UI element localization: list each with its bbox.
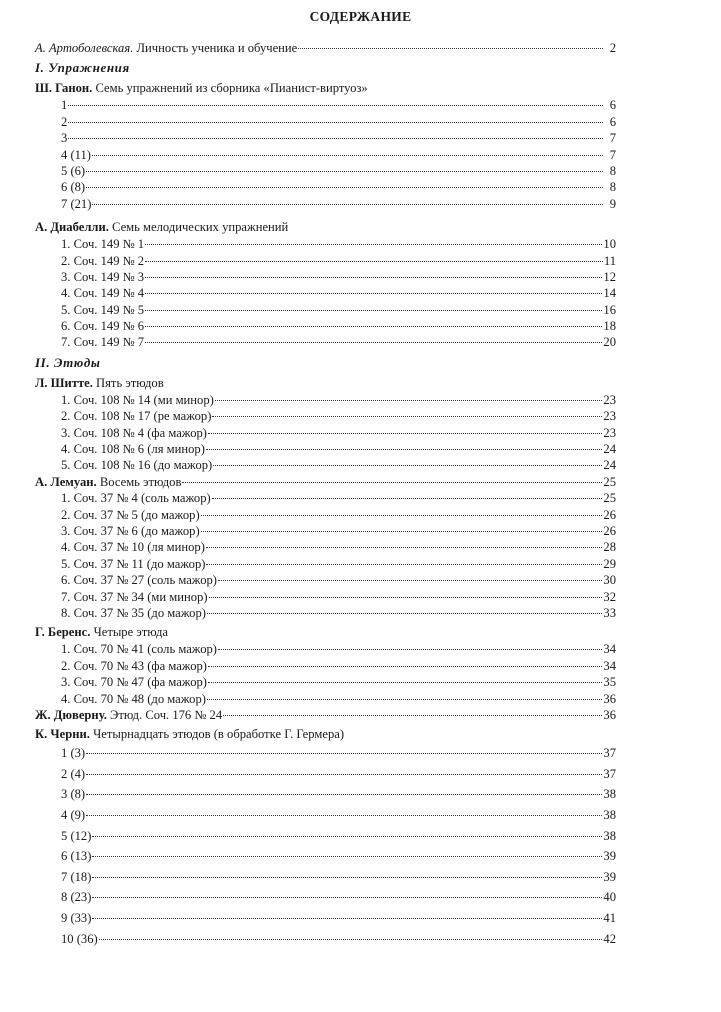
toc-entry[interactable] [35,179,616,195]
toc-entry[interactable] [35,441,616,457]
page-number: 39 [603,849,616,864]
dot-leader [213,465,602,466]
dot-leader [218,649,602,650]
page-number: 16 [603,302,616,317]
dot-leader [206,449,603,450]
toc-entry[interactable] [35,408,616,424]
page-title: СОДЕРЖАНИЕ [309,9,412,24]
dot-leader [68,105,603,106]
entry-label: 7 (21) [61,196,92,211]
composer-name: Ш. Ганон. [35,81,93,96]
toc-entry[interactable] [35,425,616,441]
table-of-contents [35,40,616,949]
entry-label: 1. Соч. 70 № 41 (соль мажор) [61,642,217,657]
entry-label: 5 (12) [61,828,92,843]
toc-entry[interactable] [35,658,616,674]
toc-entry[interactable] [35,318,616,334]
work-title: Семь мелодических упражнений [112,220,289,235]
entry-label: 7 (18) [61,869,92,884]
page-number: 28 [603,540,616,555]
dot-leader [92,155,603,156]
toc-entry[interactable] [35,163,616,179]
work-title: Четыре этюда [93,625,169,640]
toc-entry[interactable] [35,572,616,588]
entry-label: 3. Соч. 70 № 47 (фа мажор) [61,675,207,690]
dot-leader [92,918,602,919]
dot-leader [208,666,602,667]
entry-label: 3 [61,131,68,146]
page-number: 37 [603,766,616,781]
page-number: 6 [609,114,616,129]
entry-label: 6. Соч. 37 № 27 (соль мажор) [61,573,217,588]
toc-entry[interactable] [35,523,616,539]
work-title: Этюд. Соч. 176 № 24 [110,707,223,722]
toc-entry[interactable] [35,887,616,908]
dot-leader [92,877,602,878]
page-number: 37 [603,746,616,761]
page-number: 38 [603,787,616,802]
work-title: Семь упражнений из сборника «Пианист-виртуоз» [95,81,368,96]
section-heading-etudes: II. Этюды [35,354,101,370]
dot-leader [208,682,602,683]
page-number: 6 [609,98,616,113]
dot-leader [223,715,602,716]
entry-label: 5 (6) [61,163,86,178]
entry-label: 10 (36) [61,931,98,946]
toc-entry[interactable] [35,539,616,555]
entry-label: 4 (9) [61,808,86,823]
dot-leader [145,293,602,294]
entry-label: 8 (23) [61,890,92,905]
page-number: 40 [603,890,616,905]
composer-heading-lemoine[interactable] [35,474,616,490]
page-number: 32 [603,589,616,604]
page-number: 20 [603,335,616,350]
entry-label: 7. Соч. 37 № 34 (ми минор) [61,589,208,604]
entry-label: 1 [61,98,68,113]
dot-leader [215,400,603,401]
page-number: 8 [609,163,616,178]
dot-leader [209,597,603,598]
dot-leader [145,277,602,278]
toc-entry[interactable] [35,334,616,350]
toc-entry[interactable] [35,285,616,301]
entry-label: 2 (4) [61,766,86,781]
toc-entry[interactable] [35,236,616,252]
dot-leader [145,310,602,311]
page-number: 23 [603,392,616,407]
dot-leader [212,498,603,499]
dot-leader [207,699,602,700]
section-heading-exercises: I. Упражнения [35,60,130,76]
toc-entry[interactable] [35,784,616,805]
entry-label: 3 (8) [61,787,86,802]
toc-entry[interactable] [35,392,616,408]
toc-entry[interactable] [35,641,616,657]
dot-leader [86,815,602,816]
entry-label: 2. Соч. 70 № 43 (фа мажор) [61,658,207,673]
page-number: 25 [603,474,616,489]
dot-leader [92,897,602,898]
page-number: 35 [603,675,616,690]
page-number: 30 [603,573,616,588]
entry-label: 4. Соч. 70 № 48 (до мажор) [61,691,206,706]
page-number: 7 [609,147,616,162]
toc-entry[interactable] [35,805,616,826]
page-number: 42 [603,931,616,946]
page-number: 11 [603,253,616,268]
page-number: 12 [603,269,616,284]
entry-label: 1. Соч. 37 № 4 (соль мажор) [61,491,211,506]
dot-leader [206,564,602,565]
page-number: 41 [603,911,616,926]
page-number: 38 [603,808,616,823]
hanon-list [35,97,616,212]
dot-leader [201,515,603,516]
composer-heading-schytte [35,374,616,392]
entry-label: 5. Соч. 149 № 5 [61,302,145,317]
page-number: 26 [603,523,616,538]
dot-leader [99,939,603,940]
entry-label: 4. Соч. 37 № 10 (ля минор) [61,540,205,555]
entry-label: 4. Соч. 108 № 6 (ля минор) [61,442,205,457]
entry-label: 8. Соч. 37 № 35 (до мажор) [61,605,206,620]
page-number: 8 [609,180,616,195]
toc-entry[interactable] [35,929,616,950]
dot-leader [206,547,603,548]
entry-label: 1. Соч. 149 № 1 [61,237,145,252]
page-number: 14 [603,286,616,301]
dot-leader [68,122,603,123]
page-number: 26 [603,507,616,522]
work-title: Четырнадцать этюдов (в обработке Г. Гермера) [93,727,345,742]
page-number: 36 [603,691,616,706]
dot-leader [92,836,602,837]
page-number: 29 [603,556,616,571]
entry-label: 1 (3) [61,746,86,761]
page-number: 9 [609,196,616,211]
dot-leader [86,171,603,172]
toc-entry[interactable] [35,743,616,764]
entry-label: 2. Соч. 149 № 2 [61,253,145,268]
toc-entry[interactable] [35,846,616,867]
toc-entry-intro[interactable] [35,40,616,56]
page-number: 39 [603,869,616,884]
entry-label: 4. Соч. 149 № 4 [61,286,145,301]
page-number: 7 [609,131,616,146]
composer-heading-berens [35,623,616,641]
composer-name: К. Черни. [35,727,90,742]
berens-list [35,641,616,707]
composer-heading-czerny [35,725,616,743]
entry-label: 6. Соч. 149 № 6 [61,319,145,334]
toc-entry-duvernoy[interactable] [35,707,616,723]
czerny-list [35,743,616,949]
dot-leader [145,244,602,245]
dot-leader [201,531,603,532]
dot-leader [145,326,602,327]
dot-leader [298,48,603,49]
page-number: 2 [609,41,616,55]
entry-label: 9 (33) [61,911,92,926]
dot-leader [218,580,602,581]
intro-title: Личность ученика и обучение [136,41,298,55]
entry-label: 2 [61,114,68,129]
page-number: 36 [603,707,616,722]
dot-leader [145,261,603,262]
page-number: 24 [603,442,616,457]
entry-label: 5. Соч. 37 № 11 (до мажор) [61,556,206,571]
page-number: 38 [603,828,616,843]
toc-entry[interactable] [35,605,616,621]
composer-name: Л. Шитте. [35,375,93,390]
toc-entry[interactable] [35,147,616,163]
dot-leader [145,342,602,343]
entry-label: 3. Соч. 37 № 6 (до мажор) [61,523,200,538]
toc-entry[interactable] [35,114,616,130]
dot-leader [68,138,603,139]
dot-leader [92,856,602,857]
lemoine-list [35,490,616,621]
entry-label: 3. Соч. 149 № 3 [61,269,145,284]
page-number: 18 [603,319,616,334]
toc-entry[interactable] [35,269,616,285]
dot-leader [86,753,602,754]
toc-entry[interactable] [35,556,616,572]
entry-label: 2. Соч. 108 № 17 (ре мажор) [61,409,212,424]
toc-entry[interactable] [35,674,616,690]
page-number: 33 [603,605,616,620]
dot-leader [212,416,602,417]
entry-label: 3. Соч. 108 № 4 (фа мажор) [61,425,207,440]
toc-entry[interactable] [35,691,616,707]
toc-entry[interactable] [35,253,616,269]
composer-heading-hanon [35,79,616,97]
toc-entry[interactable] [35,826,616,847]
page-number: 24 [603,458,616,473]
entry-label: 2. Соч. 37 № 5 (до мажор) [61,507,200,522]
toc-entry[interactable] [35,97,616,113]
page-number: 25 [603,491,616,506]
toc-entry[interactable] [35,867,616,888]
toc-entry[interactable] [35,589,616,605]
page-number: 34 [603,658,616,673]
page-number: 23 [603,425,616,440]
composer-name: Ж. Дюверну. [35,707,107,722]
toc-entry[interactable] [35,130,616,146]
dot-leader [208,433,602,434]
dot-leader [207,613,602,614]
entry-label: 7. Соч. 149 № 7 [61,335,145,350]
toc-entry[interactable] [35,490,616,506]
work-title: Пять этюдов [96,375,164,390]
dot-leader [86,774,602,775]
entry-label: 4 (11) [61,147,91,162]
toc-entry[interactable] [35,764,616,785]
diabelli-list [35,236,616,351]
composer-heading-diabelli [35,218,616,236]
page-number: 23 [603,409,616,424]
toc-entry[interactable] [35,302,616,318]
dot-leader [86,187,603,188]
page-number: 10 [603,237,616,252]
dot-leader [86,794,602,795]
dot-leader [92,204,603,205]
composer-name: А. Диабелли. [35,220,109,235]
work-title: Восемь этюдов [99,474,182,489]
intro-author: А. Артоболевская. [35,41,134,55]
entry-label: 6 (8) [61,180,86,195]
toc-entry[interactable] [35,196,616,212]
toc-entry[interactable] [35,507,616,523]
entry-label: 6 (13) [61,849,92,864]
entry-label: 1. Соч. 108 № 14 (ми минор) [61,392,214,407]
toc-entry[interactable] [35,457,616,473]
dot-leader [182,482,602,483]
composer-name: А. Лемуан. [35,474,97,489]
entry-label: 5. Соч. 108 № 16 (до мажор) [61,458,213,473]
page-number: 34 [603,642,616,657]
composer-name: Г. Беренс. [35,625,91,640]
schytte-list [35,392,616,474]
toc-entry[interactable] [35,908,616,929]
